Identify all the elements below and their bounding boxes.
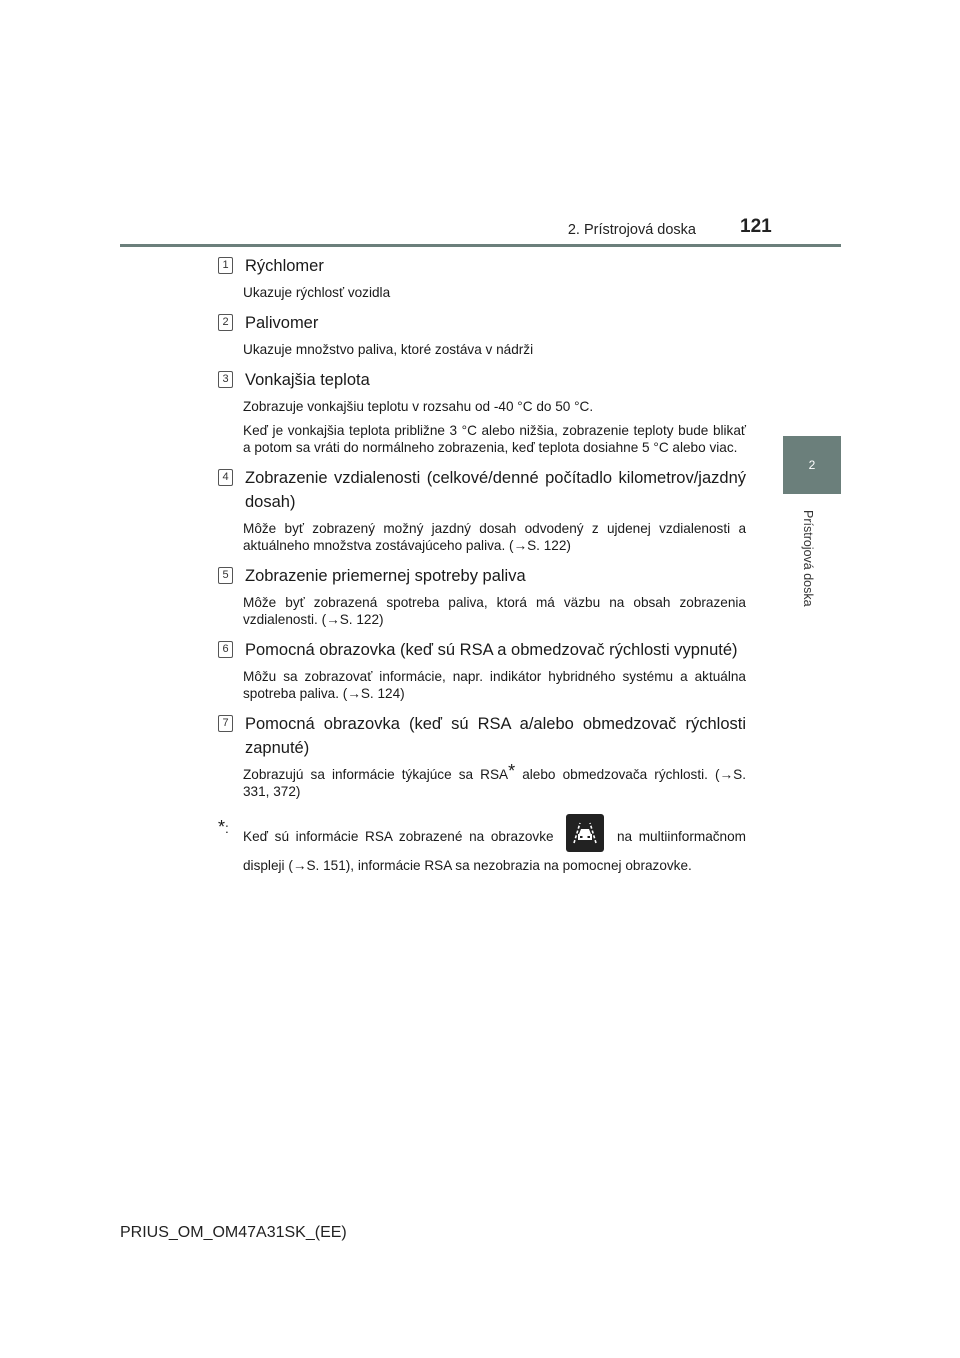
item-list bbox=[218, 254, 746, 879]
item-description: Môžu sa zobrazovať informácie, napr. indikátor hybridného systému a aktuálna spotreba paliva. (→S. 124) bbox=[243, 669, 746, 701]
item-description: Zobrazuje vonkajšiu teplotu v rozsahu od -40 °C do 50 °C. bbox=[243, 399, 594, 414]
item-title: Zobrazenie priemernej spotreby paliva bbox=[245, 567, 526, 585]
item-number-badge: 3 bbox=[218, 371, 233, 388]
item-title: Pomocná obrazovka (keď sú RSA a obmedzovač rýchlosti vypnuté) bbox=[245, 641, 738, 659]
item-number-badge: 6 bbox=[218, 641, 233, 658]
header-divider bbox=[120, 244, 841, 247]
item-description: Ukazuje množstvo paliva, ktoré zostáva v nádrži bbox=[243, 342, 534, 357]
item-title: Pomocná obrazovka (keď sú RSA a/alebo obmedzovač rýchlosti zapnuté) bbox=[245, 715, 746, 757]
rsa-car-icon bbox=[566, 814, 604, 852]
page-number: 121 bbox=[740, 216, 772, 237]
chapter-tab[interactable] bbox=[783, 436, 841, 494]
item-number-badge: 4 bbox=[218, 469, 233, 486]
item-title: Palivomer bbox=[245, 314, 319, 332]
item-number-badge: 2 bbox=[218, 314, 233, 331]
footnote bbox=[218, 814, 746, 879]
chapter-number: 2 bbox=[808, 458, 816, 472]
item-description: Môže byť zobrazený možný jazdný dosah odvodený z ujdenej vzdialenosti a aktuálneho množstva zostávajúceho paliva. (→S. 122) bbox=[243, 521, 746, 553]
document-code: PRIUS_OM_OM47A31SK_(EE) bbox=[120, 1224, 347, 1241]
list-item bbox=[218, 311, 746, 358]
footnote-text: Keď sú informácie RSA zobrazené na obrazovke na multiinformačnom displeji (→S. 151), informácie RSA sa nezobrazia na pomocnej obrazovke. bbox=[243, 814, 746, 879]
item-description bbox=[243, 761, 746, 800]
item-description: Keď je vonkajšia teplota približne 3 °C alebo nižšia, zobrazenie teploty bude blikať a potom sa vráti do normálneho zobrazenia, keď teplota dosiahne 5 °C alebo viac. bbox=[243, 423, 746, 455]
list-item bbox=[218, 254, 746, 301]
item-description: Ukazuje rýchlosť vozidla bbox=[243, 285, 391, 300]
footnote-star: * bbox=[508, 761, 516, 781]
item-title: Vonkajšia teplota bbox=[245, 371, 370, 389]
chapter-label: Prístrojová doska bbox=[801, 510, 815, 607]
item-number-badge: 5 bbox=[218, 567, 233, 584]
list-item bbox=[218, 712, 746, 800]
item-title: Zobrazenie vzdialenosti (celkové/denné počítadlo kilometrov/jazdný dosah) bbox=[245, 469, 746, 511]
item-title: Rýchlomer bbox=[245, 257, 324, 275]
footnote-mark: *: bbox=[218, 817, 229, 837]
desc-text: Zobrazujú sa informácie týkajúce sa RSA bbox=[243, 767, 509, 782]
list-item bbox=[218, 638, 746, 702]
list-item bbox=[218, 368, 746, 456]
item-number-badge: 7 bbox=[218, 715, 233, 732]
list-item bbox=[218, 466, 746, 554]
section-title: 2. Prístrojová doska bbox=[567, 222, 696, 238]
item-number-badge: 1 bbox=[218, 257, 233, 274]
list-item bbox=[218, 564, 746, 628]
item-description: Môže byť zobrazená spotreba paliva, ktorá má väzbu na obsah zobrazenia vzdialenosti. (→S. 122) bbox=[243, 595, 746, 627]
desc-text: alebo obmedzovača rýchlosti. (→S. 331, 372) bbox=[243, 767, 746, 799]
